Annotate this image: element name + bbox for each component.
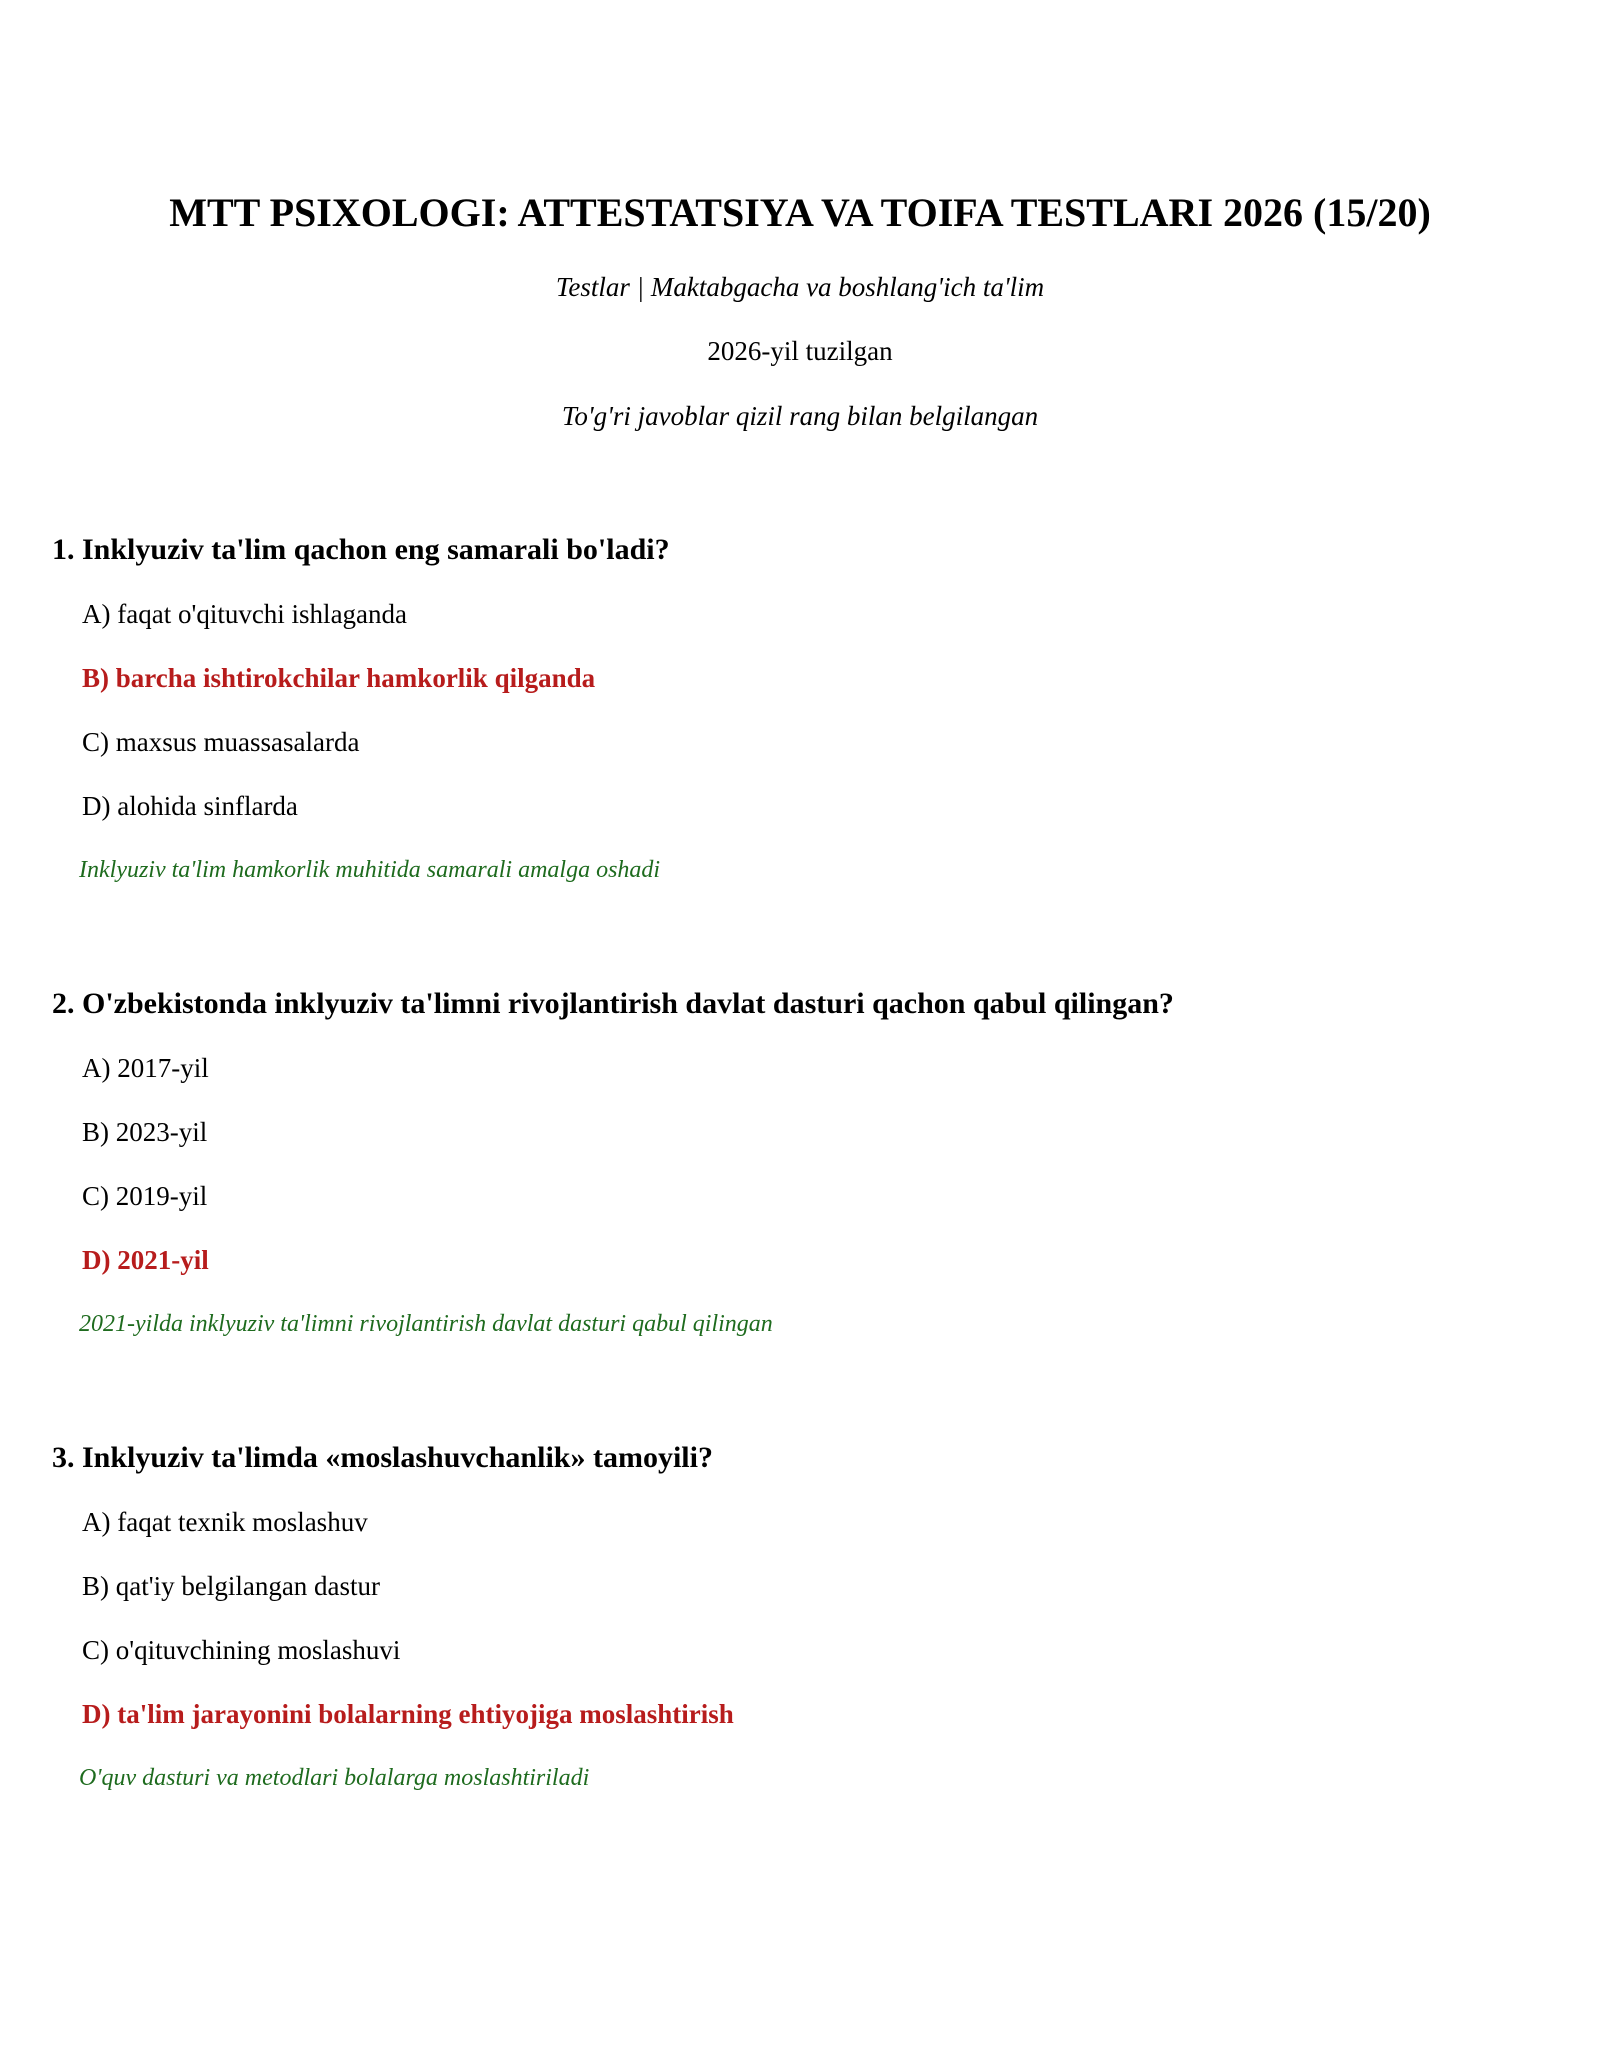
option-a: A) faqat o'qituvchi ishlaganda: [82, 599, 408, 629]
legend-note: To'g'ri javoblar qizil rang bilan belgilangan: [561, 401, 1039, 431]
question-text: 2. O'zbekistonda inklyuziv ta'limni rivojlantirish davlat dasturi qachon qabul qilingan?: [52, 987, 1174, 1020]
option-d: D) alohida sinflarda: [82, 791, 298, 821]
option-d-correct: D) 2021-yil: [82, 1245, 209, 1275]
year-note: 2026-yil tuzilgan: [707, 336, 893, 366]
option-c: C) o'qituvchining moslashuvi: [82, 1635, 401, 1665]
answer-explanation: Inklyuziv ta'lim hamkorlik muhitida samarali amalga oshadi: [79, 857, 661, 883]
answer-explanation: O'quv dasturi va metodlari bolalarga moslashtiriladi: [79, 1765, 590, 1791]
option-c: C) maxsus muassasalarda: [82, 727, 360, 757]
option-c: C) 2019-yil: [82, 1181, 208, 1211]
option-b-correct: B) barcha ishtirokchilar hamkorlik qilganda: [82, 663, 596, 693]
option-a: A) 2017-yil: [82, 1053, 209, 1083]
option-d-correct: D) ta'lim jarayonini bolalarning ehtiyojiga moslashtirish: [82, 1699, 734, 1729]
page-subtitle: Testlar | Maktabgacha va boshlang'ich ta'lim: [555, 272, 1045, 302]
question-text: 3. Inklyuziv ta'limda «moslashuvchanlik» tamoyili?: [52, 1441, 713, 1474]
question-block-3: [52, 1438, 1552, 1791]
option-b: B) 2023-yil: [82, 1117, 208, 1147]
option-a: A) faqat texnik moslashuv: [82, 1507, 368, 1537]
answer-explanation: 2021-yilda inklyuziv ta'limni rivojlantirish davlat dasturi qabul qilingan: [79, 1311, 773, 1337]
question-block-2: [52, 984, 1552, 1337]
question-text: 1. Inklyuziv ta'lim qachon eng samarali bo'ladi?: [52, 533, 670, 566]
question-block-1: [52, 530, 1552, 883]
option-b: B) qat'iy belgilangan dastur: [82, 1571, 381, 1601]
page-title: MTT PSIXOLOGI: ATTESTATSIYA VA TOIFA TESTLARI 2026 (15/20): [169, 190, 1431, 235]
